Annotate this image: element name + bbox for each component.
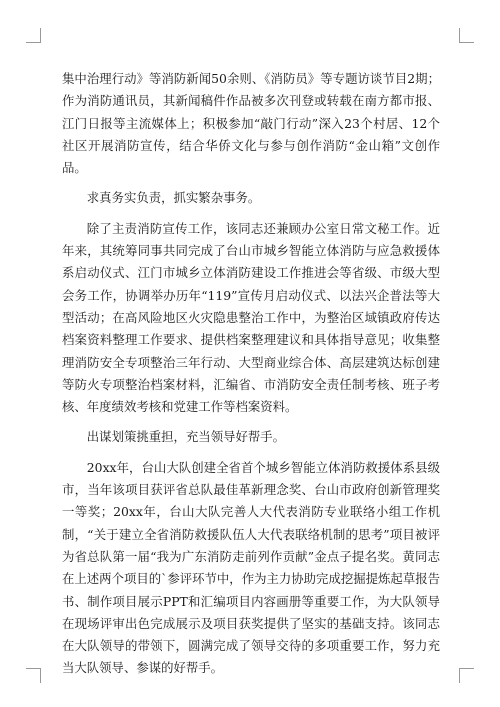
crop-mark-bottom-left [26,668,41,683]
crop-mark-top-left [26,28,41,43]
crop-mark-bottom-right [459,668,474,683]
crop-mark-top-right [459,28,474,43]
paragraph-continuation: 集中治理行动》等消防新闻50余则、《消防员》等专题访谈节目2期；作为消防通讯员，其新闻稿件作品被多次刊登或转载在南方都市报、江门日报等主流媒体上；积极参加“敲门行动”深入23个村居、12个社区开展消防宣传，结合华侨文化与参与创作消防“金山箱”文创作品。 [62,71,440,176]
paragraph-projects: 20xx年，台山大队创建全省首个城乡智能立体消防救援体系县级市，当年该项目获评省总队最佳革新理念奖、台山市政府创新管理奖一等奖；20xx年，台山大队完善人大代表消防专业联络小组工作机制，“关于建立全省消防救援队伍人大代表联络机制的思考”项目被评为省总队第一届“我为广东消防走前列作贡献”金点子提名奖。黄同志在上述两个项目的`参评环节中，作为主力协助完成挖掘提炼起草报告书、制作项目展示PPT和汇编项目内容画册等重要工作，为大队领导在现场评审出色完成展示及项目获奖提供了坚实的基础支持。该同志在大队领导的带领下，圆满完成了领导交待的多项重要工作，努力充当大队领导、参谋的好帮手。 [62,459,440,676]
document-body [62,68,440,688]
section-heading: 求真务实负责，抓实繁杂事务。 [86,190,261,206]
paragraph-office-work: 除了主责消防宣传工作，该同志还兼顾办公室日常文秘工作。近年来，其统筹同事共同完成了台山市城乡智能立体消防与应急救援体系启动仪式、江门市城乡立体消防建设工作推进会等省级、市级大型会务工作，协调举办历年“119”宣传月启动仪式、以法兴企普法等大型活动；在高风险地区火灾隐患整治工作中，为整治区域镇政府传达档案资料整理工作要求、提供档案整理建议和具体指导意见；收集整理消防安全专项整治三年行动、大型商业综合体、高层建筑达标创建等防火专项整治档案材料，汇编省、市消防安全责任制考核、班子考核、年度绩效考核和党建工作等档案资料。 [62,220,440,415]
section-heading: 出谋划策挑重担，充当领导好帮手。 [86,429,286,445]
